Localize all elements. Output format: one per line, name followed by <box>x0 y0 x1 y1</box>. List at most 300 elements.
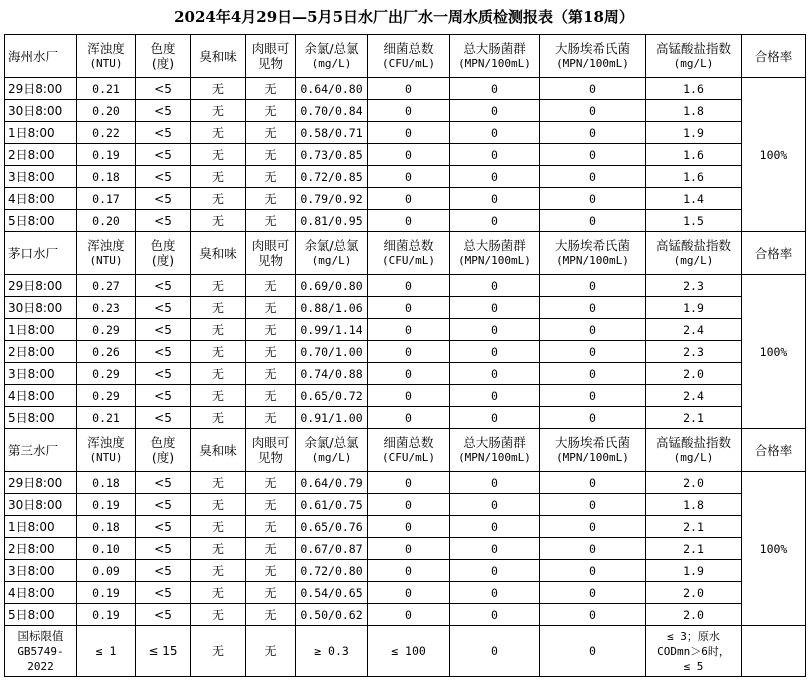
cell-ecoli: 0 <box>540 319 646 341</box>
table-row <box>5 560 806 582</box>
column-header-unit: (CFU/mL) <box>382 57 435 70</box>
cell-permanganate: 2.1 <box>646 516 742 538</box>
cell-color: <5 <box>136 341 191 363</box>
column-header-ecoli <box>540 35 646 78</box>
column-header-label: 高锰酸盐指数 <box>655 435 731 450</box>
cell-odor: 无 <box>191 341 246 363</box>
sample-time: 4日8:00 <box>5 385 77 407</box>
cell-color: <5 <box>136 560 191 582</box>
column-header-color <box>136 35 191 78</box>
cell-color: <5 <box>136 210 191 232</box>
limit-bacteria: ≤ 100 <box>368 626 450 677</box>
column-header-unit: (MPN/100mL) <box>458 451 531 464</box>
column-header-label: 臭和味 <box>199 48 237 64</box>
cell-permanganate: 2.4 <box>646 319 742 341</box>
column-header-odor <box>191 232 246 275</box>
cell-coliform: 0 <box>450 494 540 516</box>
cell-chlorine: 0.64/0.79 <box>296 472 368 494</box>
cell-coliform: 0 <box>450 407 540 429</box>
column-header-label: 肉眼可见物 <box>251 238 290 268</box>
column-header-permanganate <box>646 429 742 472</box>
cell-visible: 无 <box>246 560 296 582</box>
table-row <box>5 582 806 604</box>
cell-chlorine: 0.65/0.72 <box>296 385 368 407</box>
cell-bacteria: 0 <box>368 100 450 122</box>
cell-permanganate: 1.6 <box>646 166 742 188</box>
limit-label-line: GB5749- <box>17 644 64 658</box>
column-header-color <box>136 232 191 275</box>
cell-chlorine: 0.67/0.87 <box>296 538 368 560</box>
cell-permanganate: 1.9 <box>646 560 742 582</box>
cell-chlorine: 0.79/0.92 <box>296 188 368 210</box>
cell-odor: 无 <box>191 385 246 407</box>
column-header-label: 总大肠菌群 <box>463 435 526 450</box>
column-header-unit: (CFU/mL) <box>382 254 435 267</box>
cell-chlorine: 0.70/1.00 <box>296 341 368 363</box>
quality-table <box>4 34 806 677</box>
cell-turbidity: 0.21 <box>77 78 136 100</box>
cell-color: <5 <box>136 144 191 166</box>
cell-coliform: 0 <box>450 363 540 385</box>
cell-coliform: 0 <box>450 166 540 188</box>
cell-chlorine: 0.72/0.80 <box>296 560 368 582</box>
cell-bacteria: 0 <box>368 494 450 516</box>
cell-coliform: 0 <box>450 319 540 341</box>
cell-ecoli: 0 <box>540 275 646 297</box>
sample-time: 2日8:00 <box>5 341 77 363</box>
cell-chlorine: 0.91/1.00 <box>296 407 368 429</box>
sample-time: 5日8:00 <box>5 604 77 626</box>
table-row <box>5 100 806 122</box>
cell-odor: 无 <box>191 100 246 122</box>
cell-permanganate: 1.8 <box>646 100 742 122</box>
cell-turbidity: 0.29 <box>77 319 136 341</box>
table-row <box>5 494 806 516</box>
cell-coliform: 0 <box>450 144 540 166</box>
sample-time: 3日8:00 <box>5 166 77 188</box>
table-row <box>5 319 806 341</box>
sample-time: 30日8:00 <box>5 494 77 516</box>
column-header-unit: (MPN/100mL) <box>556 254 629 267</box>
limit-permanganate-line: CODmn＞6时， <box>657 644 730 658</box>
limit-permanganate-line: ≤ 3；原水 <box>667 629 720 643</box>
cell-turbidity: 0.20 <box>77 100 136 122</box>
cell-odor: 无 <box>191 319 246 341</box>
column-header-permanganate <box>646 232 742 275</box>
column-header-unit: (MPN/100mL) <box>556 57 629 70</box>
cell-ecoli: 0 <box>540 341 646 363</box>
column-header-label: 大肠埃希氏菌 <box>554 238 630 253</box>
cell-color: <5 <box>136 407 191 429</box>
cell-odor: 无 <box>191 516 246 538</box>
cell-color: <5 <box>136 100 191 122</box>
sample-time: 1日8:00 <box>5 122 77 144</box>
cell-chlorine: 0.50/0.62 <box>296 604 368 626</box>
column-header-turbidity <box>77 35 136 78</box>
column-header-unit: (MPN/100mL) <box>458 57 531 70</box>
cell-permanganate: 1.5 <box>646 210 742 232</box>
cell-bacteria: 0 <box>368 297 450 319</box>
cell-permanganate: 2.0 <box>646 363 742 385</box>
cell-coliform: 0 <box>450 560 540 582</box>
cell-color: <5 <box>136 122 191 144</box>
cell-ecoli: 0 <box>540 122 646 144</box>
cell-odor: 无 <box>191 166 246 188</box>
column-header-label: 肉眼可见物 <box>251 435 290 465</box>
sample-time: 29日8:00 <box>5 275 77 297</box>
column-header-bacteria <box>368 232 450 275</box>
table-row <box>5 122 806 144</box>
cell-color: <5 <box>136 494 191 516</box>
sample-time: 3日8:00 <box>5 363 77 385</box>
cell-visible: 无 <box>246 494 296 516</box>
cell-turbidity: 0.22 <box>77 122 136 144</box>
column-header-odor <box>191 35 246 78</box>
plant-header-row <box>5 429 806 472</box>
column-header-label: 高锰酸盐指数 <box>655 238 731 253</box>
cell-bacteria: 0 <box>368 122 450 144</box>
cell-chlorine: 0.65/0.76 <box>296 516 368 538</box>
cell-permanganate: 2.3 <box>646 341 742 363</box>
cell-chlorine: 0.61/0.75 <box>296 494 368 516</box>
column-header-coliform <box>450 429 540 472</box>
cell-coliform: 0 <box>450 538 540 560</box>
cell-color: <5 <box>136 582 191 604</box>
column-header-label: 浑浊度 <box>87 238 125 253</box>
cell-color: <5 <box>136 166 191 188</box>
limit-label-line: 2022 <box>27 659 54 673</box>
cell-visible: 无 <box>246 363 296 385</box>
limit-label-line: 国标限值 <box>17 628 64 643</box>
column-header-odor <box>191 429 246 472</box>
cell-turbidity: 0.29 <box>77 363 136 385</box>
cell-chlorine: 0.64/0.80 <box>296 78 368 100</box>
column-header-color <box>136 429 191 472</box>
cell-odor: 无 <box>191 363 246 385</box>
cell-color: <5 <box>136 538 191 560</box>
cell-chlorine: 0.73/0.85 <box>296 144 368 166</box>
cell-coliform: 0 <box>450 297 540 319</box>
cell-odor: 无 <box>191 297 246 319</box>
table-row <box>5 297 806 319</box>
table-row <box>5 407 806 429</box>
column-header-unit: (MPN/100mL) <box>458 254 531 267</box>
plant-header-row <box>5 232 806 275</box>
cell-turbidity: 0.17 <box>77 188 136 210</box>
sample-time: 2日8:00 <box>5 144 77 166</box>
cell-visible: 无 <box>246 319 296 341</box>
column-header-unit: (NTU) <box>89 254 123 267</box>
cell-visible: 无 <box>246 166 296 188</box>
sample-time: 1日8:00 <box>5 319 77 341</box>
column-header-label: 总大肠菌群 <box>463 238 526 253</box>
column-header-label: 细菌总数 <box>383 435 434 450</box>
column-header-unit: (NTU) <box>89 451 123 464</box>
column-header-ecoli <box>540 429 646 472</box>
column-header-turbidity <box>77 429 136 472</box>
cell-odor: 无 <box>191 472 246 494</box>
limit-chlorine: ≥ 0.3 <box>296 626 368 677</box>
sample-time: 30日8:00 <box>5 297 77 319</box>
column-header-label: 臭和味 <box>199 442 237 458</box>
cell-color: <5 <box>136 188 191 210</box>
cell-turbidity: 0.19 <box>77 494 136 516</box>
cell-turbidity: 0.26 <box>77 341 136 363</box>
cell-visible: 无 <box>246 122 296 144</box>
cell-turbidity: 0.18 <box>77 166 136 188</box>
cell-ecoli: 0 <box>540 560 646 582</box>
cell-visible: 无 <box>246 144 296 166</box>
cell-odor: 无 <box>191 122 246 144</box>
cell-ecoli: 0 <box>540 582 646 604</box>
cell-turbidity: 0.27 <box>77 275 136 297</box>
sample-time: 3日8:00 <box>5 560 77 582</box>
limit-color: ≤ 15 <box>136 626 191 677</box>
cell-bacteria: 0 <box>368 407 450 429</box>
limit-turbidity: ≤ 1 <box>77 626 136 677</box>
cell-turbidity: 0.29 <box>77 385 136 407</box>
limit-ecoli: 0 <box>540 626 646 677</box>
cell-permanganate: 1.8 <box>646 494 742 516</box>
cell-bacteria: 0 <box>368 188 450 210</box>
table-row <box>5 341 806 363</box>
table-row <box>5 538 806 560</box>
cell-ecoli: 0 <box>540 78 646 100</box>
cell-bacteria: 0 <box>368 582 450 604</box>
cell-coliform: 0 <box>450 210 540 232</box>
cell-ecoli: 0 <box>540 188 646 210</box>
cell-bacteria: 0 <box>368 341 450 363</box>
column-header-label: 细菌总数 <box>383 238 434 253</box>
cell-visible: 无 <box>246 582 296 604</box>
table-body <box>5 35 806 677</box>
cell-permanganate: 1.4 <box>646 188 742 210</box>
cell-bacteria: 0 <box>368 319 450 341</box>
limit-permanganate-line: ≤ 5 <box>683 659 704 673</box>
sample-time: 5日8:00 <box>5 210 77 232</box>
limit-odor: 无 <box>191 626 246 677</box>
cell-ecoli: 0 <box>540 210 646 232</box>
column-header-label: 余氯/总氯 <box>304 41 359 56</box>
plant-name: 海州水厂 <box>5 35 77 78</box>
cell-ecoli: 0 <box>540 472 646 494</box>
sample-time: 5日8:00 <box>5 407 77 429</box>
column-header-unit: (mg/L) <box>311 254 352 267</box>
column-header-unit: (NTU) <box>89 57 123 70</box>
cell-visible: 无 <box>246 341 296 363</box>
cell-ecoli: 0 <box>540 100 646 122</box>
cell-bacteria: 0 <box>368 275 450 297</box>
column-header-label: 高锰酸盐指数 <box>655 41 731 56</box>
table-row <box>5 144 806 166</box>
cell-bacteria: 0 <box>368 472 450 494</box>
standard-limit-row <box>5 626 806 677</box>
cell-coliform: 0 <box>450 604 540 626</box>
column-header-label: 臭和味 <box>199 245 237 261</box>
column-header-chlorine <box>296 35 368 78</box>
cell-bacteria: 0 <box>368 516 450 538</box>
table-row <box>5 472 806 494</box>
cell-visible: 无 <box>246 385 296 407</box>
table-row <box>5 78 806 100</box>
column-header-unit: (度) <box>151 56 175 71</box>
sample-time: 4日8:00 <box>5 188 77 210</box>
table-row <box>5 188 806 210</box>
table-row <box>5 166 806 188</box>
column-header-label: 余氯/总氯 <box>304 435 359 450</box>
cell-ecoli: 0 <box>540 494 646 516</box>
column-header-label: 肉眼可见物 <box>251 41 290 71</box>
cell-permanganate: 2.4 <box>646 385 742 407</box>
cell-visible: 无 <box>246 604 296 626</box>
cell-bacteria: 0 <box>368 560 450 582</box>
cell-ecoli: 0 <box>540 604 646 626</box>
cell-color: <5 <box>136 363 191 385</box>
cell-permanganate: 2.0 <box>646 604 742 626</box>
column-header-unit: (度) <box>151 253 175 268</box>
cell-bacteria: 0 <box>368 385 450 407</box>
column-header-label: 细菌总数 <box>383 41 434 56</box>
column-header-coliform <box>450 232 540 275</box>
cell-coliform: 0 <box>450 341 540 363</box>
cell-permanganate: 1.9 <box>646 297 742 319</box>
cell-turbidity: 0.18 <box>77 516 136 538</box>
cell-odor: 无 <box>191 275 246 297</box>
table-row <box>5 363 806 385</box>
cell-visible: 无 <box>246 407 296 429</box>
cell-chlorine: 0.81/0.95 <box>296 210 368 232</box>
table-row <box>5 604 806 626</box>
sample-time: 29日8:00 <box>5 78 77 100</box>
cell-color: <5 <box>136 472 191 494</box>
cell-visible: 无 <box>246 538 296 560</box>
cell-visible: 无 <box>246 516 296 538</box>
cell-odor: 无 <box>191 78 246 100</box>
cell-ecoli: 0 <box>540 385 646 407</box>
cell-ecoli: 0 <box>540 144 646 166</box>
cell-chlorine: 0.74/0.88 <box>296 363 368 385</box>
column-header-visible <box>246 232 296 275</box>
cell-visible: 无 <box>246 210 296 232</box>
cell-chlorine: 0.88/1.06 <box>296 297 368 319</box>
column-header-label: 大肠埃希氏菌 <box>554 435 630 450</box>
cell-odor: 无 <box>191 582 246 604</box>
cell-coliform: 0 <box>450 188 540 210</box>
cell-permanganate: 2.1 <box>646 407 742 429</box>
column-header-visible <box>246 429 296 472</box>
cell-color: <5 <box>136 275 191 297</box>
column-header-unit: (度) <box>151 450 175 465</box>
cell-permanganate: 1.6 <box>646 144 742 166</box>
cell-bacteria: 0 <box>368 538 450 560</box>
cell-color: <5 <box>136 319 191 341</box>
table-row <box>5 516 806 538</box>
cell-chlorine: 0.72/0.85 <box>296 166 368 188</box>
table-row <box>5 385 806 407</box>
column-header-unit: (mg/L) <box>673 254 714 267</box>
cell-permanganate: 2.0 <box>646 472 742 494</box>
cell-ecoli: 0 <box>540 516 646 538</box>
cell-ecoli: 0 <box>540 297 646 319</box>
cell-odor: 无 <box>191 144 246 166</box>
cell-bacteria: 0 <box>368 363 450 385</box>
column-header-bacteria <box>368 429 450 472</box>
cell-visible: 无 <box>246 275 296 297</box>
cell-odor: 无 <box>191 188 246 210</box>
cell-visible: 无 <box>246 188 296 210</box>
cell-coliform: 0 <box>450 582 540 604</box>
cell-odor: 无 <box>191 407 246 429</box>
cell-coliform: 0 <box>450 385 540 407</box>
cell-coliform: 0 <box>450 78 540 100</box>
column-header-label: 色度 <box>150 435 176 450</box>
cell-bacteria: 0 <box>368 166 450 188</box>
column-header-unit: (CFU/mL) <box>382 451 435 464</box>
cell-color: <5 <box>136 297 191 319</box>
cell-ecoli: 0 <box>540 538 646 560</box>
cell-ecoli: 0 <box>540 166 646 188</box>
standard-limit-label <box>5 626 77 677</box>
column-header-permanganate <box>646 35 742 78</box>
cell-coliform: 0 <box>450 122 540 144</box>
sample-time: 4日8:00 <box>5 582 77 604</box>
limit-pass-rate <box>742 626 806 677</box>
cell-visible: 无 <box>246 100 296 122</box>
cell-chlorine: 0.54/0.65 <box>296 582 368 604</box>
cell-bacteria: 0 <box>368 144 450 166</box>
cell-permanganate: 2.3 <box>646 275 742 297</box>
column-header-label: 大肠埃希氏菌 <box>554 41 630 56</box>
cell-coliform: 0 <box>450 275 540 297</box>
cell-ecoli: 0 <box>540 407 646 429</box>
column-header-ecoli <box>540 232 646 275</box>
cell-bacteria: 0 <box>368 78 450 100</box>
cell-turbidity: 0.23 <box>77 297 136 319</box>
cell-permanganate: 2.0 <box>646 582 742 604</box>
column-header-label: 余氯/总氯 <box>304 238 359 253</box>
pass-rate-value: 100% <box>742 472 806 626</box>
plant-header-row <box>5 35 806 78</box>
plant-name: 茅口水厂 <box>5 232 77 275</box>
column-header-unit: (mg/L) <box>673 57 714 70</box>
column-header-label: 色度 <box>150 238 176 253</box>
pass-rate-value: 100% <box>742 275 806 429</box>
cell-permanganate: 1.9 <box>646 122 742 144</box>
column-header-label: 浑浊度 <box>87 435 125 450</box>
cell-color: <5 <box>136 78 191 100</box>
sample-time: 2日8:00 <box>5 538 77 560</box>
cell-odor: 无 <box>191 210 246 232</box>
table-row <box>5 210 806 232</box>
column-header-pass-rate: 合格率 <box>742 232 806 275</box>
limit-visible: 无 <box>246 626 296 677</box>
column-header-turbidity <box>77 232 136 275</box>
cell-color: <5 <box>136 604 191 626</box>
cell-turbidity: 0.21 <box>77 407 136 429</box>
cell-odor: 无 <box>191 494 246 516</box>
cell-color: <5 <box>136 385 191 407</box>
sample-time: 30日8:00 <box>5 100 77 122</box>
cell-visible: 无 <box>246 297 296 319</box>
cell-chlorine: 0.70/0.84 <box>296 100 368 122</box>
limit-permanganate <box>646 626 742 677</box>
column-header-label: 浑浊度 <box>87 41 125 56</box>
column-header-unit: (mg/L) <box>311 451 352 464</box>
cell-odor: 无 <box>191 560 246 582</box>
column-header-chlorine <box>296 429 368 472</box>
cell-turbidity: 0.09 <box>77 560 136 582</box>
cell-permanganate: 1.6 <box>646 78 742 100</box>
